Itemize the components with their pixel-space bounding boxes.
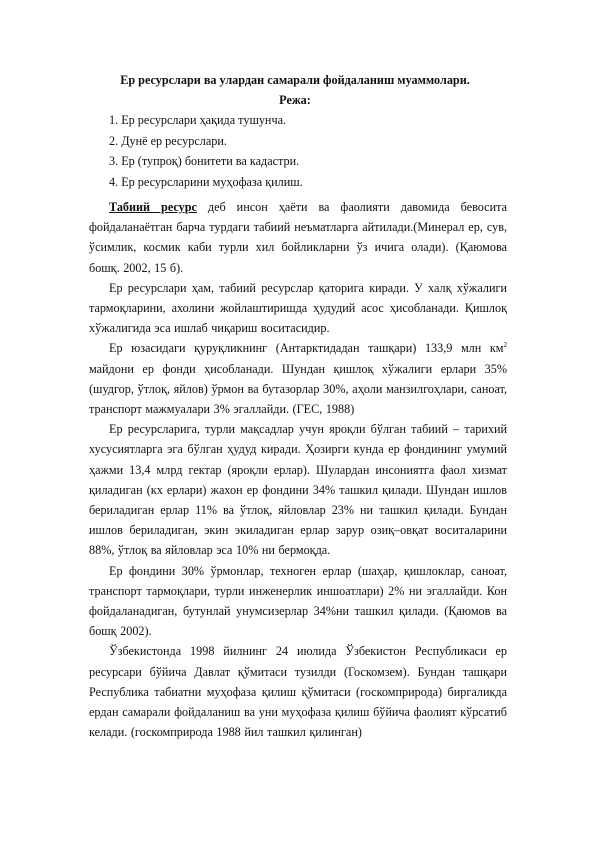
superscript: 2	[503, 341, 507, 350]
body-text	[89, 197, 507, 742]
plan-item: 2. Дунё ер ресурслари.	[109, 133, 227, 148]
plan-heading: Режа:	[279, 93, 311, 107]
paragraph-land-resources: Ер ресурслари ҳам, табиий ресурслар қаторига киради. У халқ хўжалиги тармоқларини, ахолини жойлаштиришда ҳудудий асос ҳисобланади. Қишлоқ хўжалигида эса ишлаб чиқариш воситасидир.	[89, 280, 507, 336]
paragraph-forests: Ер фондини 30% ўрмонлар, техноген ерлар (шаҳар, қишлоклар, саноат, транспорт тармоқлари, турли инженерлик иншоатлари) 2% ни эгаллайди. Кон фойдаланадиган, бутунлай унумсизерлар 34%ни ташкил қилади. (Қаюмов ва бошқ 2002).	[89, 563, 507, 639]
term-natural-resource: Табиий ресурс	[109, 200, 197, 214]
plan-item: 3. Ер (тупроқ) бонитети ва кадастри.	[109, 154, 300, 168]
paragraph-land-fund-text: Ер юзасидаги қуруқликнинг (Антарктидадан ташқари) 133,9 млн км	[109, 341, 504, 356]
plan-list	[109, 110, 303, 192]
plan-item: 1. Ер ресурслари ҳақида тушунча.	[109, 113, 287, 127]
paragraph-definition	[89, 197, 507, 278]
paragraph-uzbekistan: Ўзбекистонда 1998 йилнинг 24 июлида Ўзбекистон Республикаси ер ресурсари бўйича Давлат қўмитаси тузилди (Госкомзем). Бундан ташқари Республика табиатни муҳофаза қилиш қўмитаси (госкомприрода) биргаликда ердан самарали фойдаланиш ва уни муҳофаза қилиш бўйича фаолият кўрсатиб келади. (госкомприрода 1988 йил ташкил қилинган)	[89, 644, 507, 740]
paragraph-land-fund-rest: майдони ер фонди ҳисобланади. Шундан қишлоқ хўжалиги ерлари 35% (шудгор, ўтлоқ, яйлов) ўрмон ва бутазорлар 30%, аҳоли манзилгоҳлари, саноат, транспорт мажмуалари 3% эгаллайди. (ГЕС, 1988)	[89, 361, 507, 417]
paragraph-land-fund	[89, 338, 507, 419]
paragraph-world-land: Ер ресурсларига, турли мақсадлар учун яроқли бўлган табиий – тарихий хусусиятларга эга бўлган ҳудуд киради. Ҳозирги кунда ер фондининг умумий ҳажми 13,4 млрд гектар (яроқли ерлар). Шулардан инсониятга фаол хизмат қиладиган (кх ерлари) жахон ер фондини 34% ташкил қилади. Шундан ишлов бериладиган ерлар 11% ва ўтлоқ, яйловлар 23% ни ташкил қилади. Бундан ишлов бериладиган, экин экиладиган ерлар зарур озиқ–овқат воситаларини 88%, ўтлоқ ва яйловлар эса 10% ни бермоқда.	[89, 422, 507, 558]
document-title: Ер ресурслари ва улардан самарали фойдаланиш муаммолари.	[120, 73, 470, 87]
paragraph-definition-text: деб инсон ҳаёти ва фаолияти давомида бевосита фойдаланаётган барча турдаги табиий неъматларга айтилади.(Минерал ер, сув, ўсимлик, космик каби турли хил бойликларни ўз ичига олади). (Қаюмова бошқ. 2002, 15 б).	[89, 200, 507, 275]
plan-item: 4. Ер ресурсларини муҳофаза қилиш.	[109, 174, 303, 189]
